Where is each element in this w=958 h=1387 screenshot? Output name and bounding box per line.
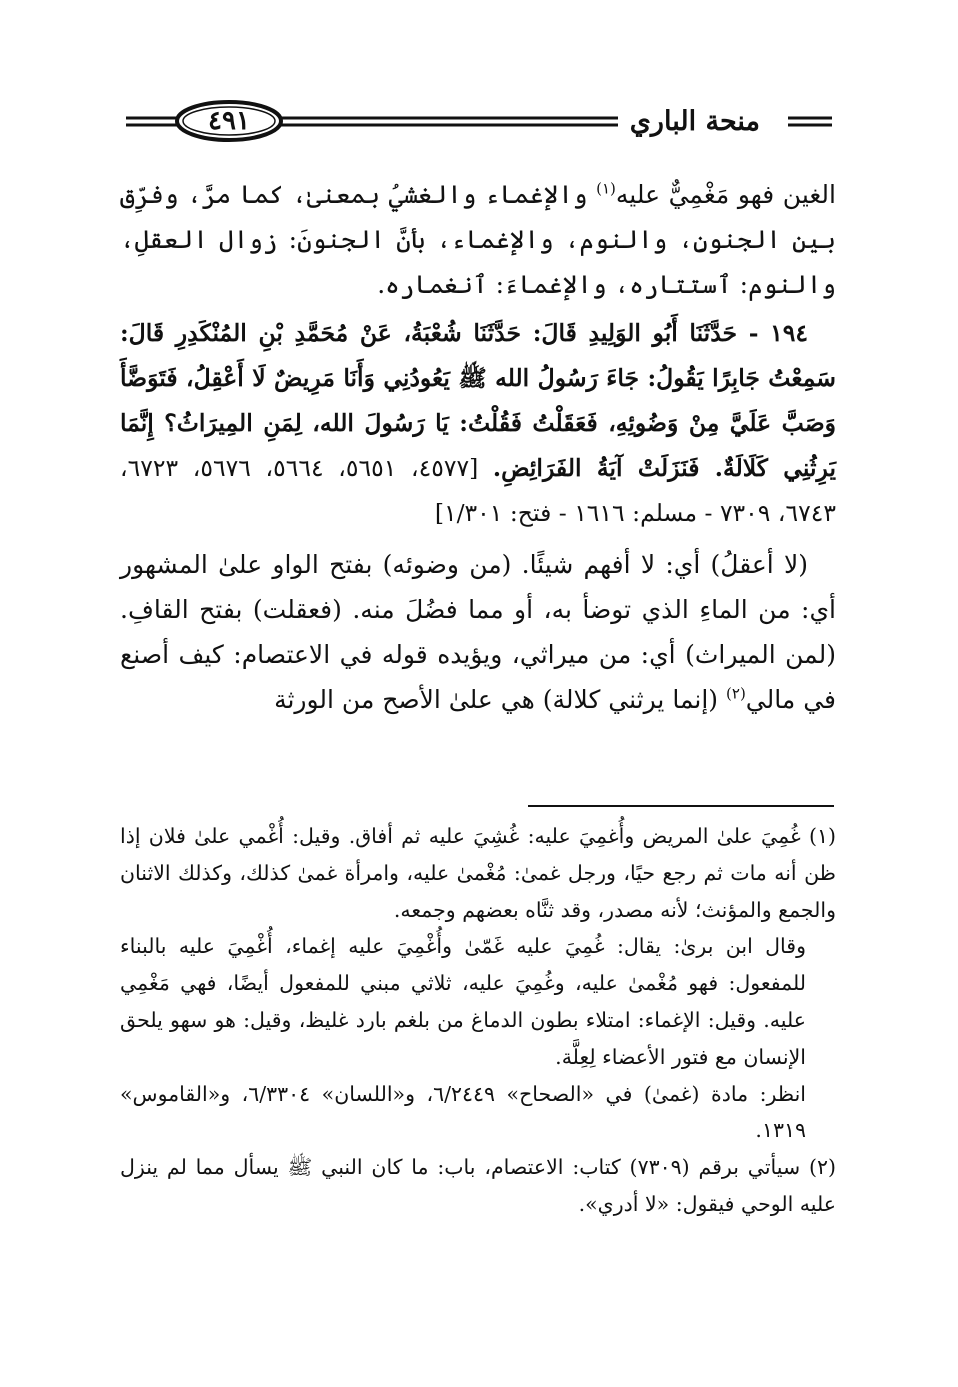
footnote-2: (٢) سيأتي برقم (٧٣٠٩) كتاب: الاعتصام، باب: ما كان النبي ﷺ يسأل مما لم ينزل عليه الوحي فيقول: «لا أدري». — [120, 1155, 836, 1216]
hadith-paragraph — [120, 311, 836, 536]
commentary-text: والإغماء والغشيُ بمعنىٰ، كما مرَّ، وفرِّق بين الجنونِ، والنوم، والإغماء، بأنَّ الجنونَ: زوال العقلِ، والنوم: ٱستتاره، والإغماءَ: ٱنغماره. — [120, 180, 836, 299]
footnote-1-continuation: وقال ابن برىٰ: يقال: غُمِيَ عليه غَمّىٰ وأُغْمِيَ عليه إغماء، أُغْمِيَ عليه بالبناء للمفعول: فهو مُغْمىٰ عليه، وغُمِيَ عليه، ثلاثي مبني للمفعول أيضًا، فهي مَغْمِي عليه. وقيل: الإغماء: امتلاء بطون الدماغ من بلغم بارد غليظ، وقيل: هو سهو يلحق الإنسان مع فتور الأعضاء لِعِلَّة. — [120, 934, 806, 1069]
book-title: منحة الباري — [629, 106, 760, 137]
footnote-marker-1: (١) — [596, 179, 616, 198]
footnote-1: (١) غُمِيَ علىٰ المريض وأُغمِيَ عليه: غُشِيَ عليه ثم أفاق. وقيل: أُغْمي علىٰ فلان إذا ظن أنه مات ثم رجع حيًا، ورجل غمىٰ: مُغْمىٰ عليه، وامرأة غمىٰ كذلك، وكذلك الاثنان والجمع والمؤنث؛ لأنه مصدر، وقد ثنَّاه بعضهم وجمعه. — [120, 824, 836, 922]
commentary-text: (لا أعقلُ) أي: لا أفهم شيئًا. (من وضوئه) بفتح الواو علىٰ المشهور أي: من الماءِ الذي توضأ به، أو مما فضُلَ منه. (فعقلت) بفتح القافِ. (لمن الميراث) أي: من ميراثي، ويؤيده قوله في الاعتصام: كيف أصنع في مالي — [120, 550, 836, 714]
footnote-1-sources: انظر: مادة (غمىٰ) في «الصحاح» ٦/٢٤٤٩، و«اللسان» ٦/٣٣٠٤، و«القاموس» ١٣١٩. — [120, 1081, 807, 1143]
page-header — [120, 96, 840, 150]
footnote-separator — [528, 805, 834, 807]
hadith-reference: [٤٥٧٧، ٥٦٥١، ٥٦٦٤، ٥٦٧٦، ٦٧٢٣، ٦٧٤٣، ٧٣٠٩ - مسلم: ١٦١٦ - فتح: ١/٣٠١] — [120, 454, 836, 527]
commentary-text: الغين فهو مَغْمِيٌّ عليه — [615, 180, 836, 209]
commentary-text: (إنما يرثني كلالة) هي علىٰ الأصح من الورثة — [274, 685, 727, 714]
hadith-text: ١٩٤ - حَدَّثَنَا أَبُو الوَلِيدِ قَالَ: حَدَّثَنَا شُعْبَةُ، عَنْ مُحَمَّدِ بْنِ المُنْكَدِرِ قَالَ: سَمِعْتُ جَابِرًا يَقُولُ: جَاءَ رَسُولُ الله ﷺ يَعُودُنِي وَأَنَا مَرِيضٌ لَا أَعْقِلُ، فَتَوَضَّأَ وَصَبَّ عَلَيَّ مِنْ وَضُوئِهِ، فَعَقَلْتُ فَقُلْتُ: يَا رَسُولَ الله، لِمَنِ المِيرَاثُ؟ إِنَّمَا يَرِثُنِي كَلَالَةٌ. فَنَزَلَتْ آيَةُ الفَرَائِضِ. — [120, 319, 837, 482]
footnote-marker-2: (٢) — [726, 684, 746, 703]
commentary-paragraph-1 — [120, 172, 836, 307]
page-number: ٤٩١ — [208, 106, 250, 136]
main-text — [120, 172, 836, 722]
footnotes — [120, 818, 836, 1223]
commentary-paragraph-2 — [120, 542, 836, 722]
